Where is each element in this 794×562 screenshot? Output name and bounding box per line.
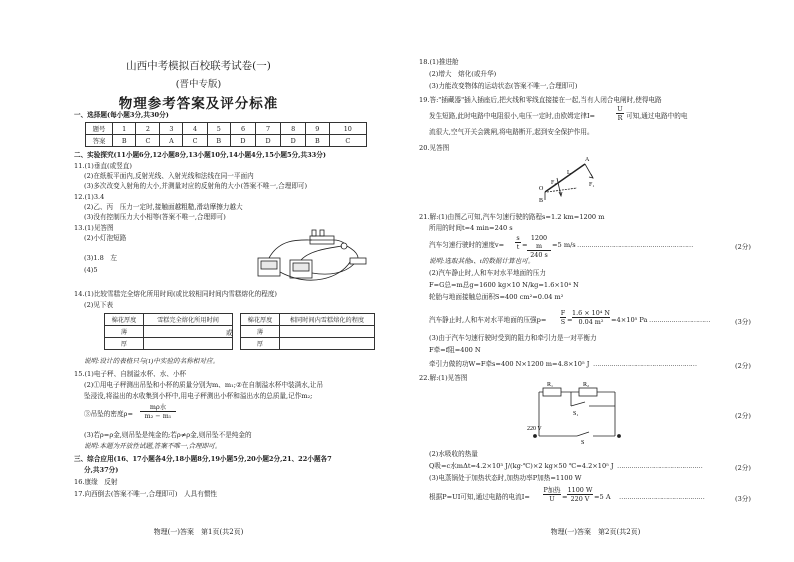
answer-line: 22.解:(1)见答图 bbox=[419, 374, 468, 382]
table-cell: 9 bbox=[306, 123, 329, 135]
q22-circuit-figure bbox=[525, 380, 635, 446]
table-cell bbox=[280, 338, 375, 350]
density-fraction bbox=[140, 403, 176, 420]
answer-line: 所用的时间t=4 min=240 s bbox=[429, 224, 513, 232]
table-cell: 8 bbox=[281, 123, 306, 135]
fraction-numerator: 1200 m bbox=[527, 234, 551, 251]
answer-line: 11.(1)垂直(或竖直) bbox=[74, 162, 132, 170]
answer-line: (3)若ρ=ρ金,则吊坠是纯金的;若ρ≠ρ金,则吊坠不是纯金的 bbox=[84, 431, 252, 439]
table-cell bbox=[280, 326, 375, 338]
table-cell: B bbox=[207, 135, 230, 147]
fraction-numerator: mρ水 bbox=[140, 403, 176, 412]
table-cell: B bbox=[306, 135, 329, 147]
table-cell: 答案 bbox=[86, 135, 113, 147]
answer-line: (4)5 bbox=[84, 266, 98, 274]
table-row bbox=[241, 326, 375, 338]
fraction-denominator: 220 V bbox=[570, 495, 590, 503]
answer-line: (3)多次改变入射角的大小,并测量对应的反射角的大小(答案不唯一,合理即可) bbox=[84, 182, 308, 190]
answer-line: =5 A bbox=[594, 493, 611, 501]
fraction-denominator: m₂ − m₁ bbox=[144, 412, 172, 420]
fraction-denominator: S bbox=[560, 318, 566, 326]
fraction-denominator: U bbox=[549, 495, 555, 503]
equals-sign: = bbox=[522, 241, 528, 249]
table-cell: A bbox=[160, 135, 183, 147]
answer-line: 17.向西倒去(答案不唯一,合理即可) 人具有惯性 bbox=[74, 490, 218, 498]
table-row bbox=[86, 135, 367, 147]
answer-line: 12.(1)3.4 bbox=[74, 193, 105, 201]
table-cell: 厚 bbox=[105, 338, 144, 350]
table-cell: 相同时间内雪糕熔化的程度 bbox=[280, 314, 375, 326]
table-cell: C bbox=[183, 135, 207, 147]
equals-sign: = bbox=[562, 493, 568, 501]
answer-line: F牵=f阻=400 N bbox=[429, 346, 481, 354]
score-label: (2分) bbox=[735, 243, 751, 251]
exam-title: 山西中考模拟百校联考试卷(一) bbox=[126, 60, 271, 72]
q13-circuit-figure bbox=[250, 228, 370, 290]
dot-leader: ………………………… bbox=[649, 316, 710, 324]
table-row bbox=[86, 123, 367, 135]
table-cell: 6 bbox=[230, 123, 255, 135]
table-row bbox=[105, 338, 233, 350]
answer-line: 19.答:"插藏器"插入插座后,把火线和零线直接接在一起,当有人闭合电闸时,使得电路 bbox=[419, 96, 662, 104]
current-fraction-2 bbox=[567, 486, 593, 503]
answer-line: 牵引力做的功W=F牵s=400 N×1200 m=4.8×10⁵ J bbox=[429, 360, 590, 368]
figure-label: L bbox=[567, 170, 571, 176]
table-cell: 4 bbox=[183, 123, 207, 135]
fraction-numerator: U bbox=[617, 105, 623, 113]
answer-line: ③吊坠的密度ρ= bbox=[84, 410, 133, 418]
table-cell: 雪糕完全熔化所用时间 bbox=[144, 314, 233, 326]
answer-line: 发生短路,此时电路中电阻很小,电压一定时,由欧姆定律I= bbox=[429, 112, 596, 120]
table-row bbox=[241, 314, 375, 326]
table-cell: 2 bbox=[136, 123, 160, 135]
answer-line: 坠浸没,将溢出的水收集到小杯中,用电子秤测出小杯和溢出水的总质量,记作m₂; bbox=[84, 392, 313, 400]
circuit-label: 220 V bbox=[527, 426, 542, 432]
figure-label: A bbox=[585, 157, 590, 163]
fraction-denominator: 0.04 m² bbox=[578, 318, 604, 326]
answer-line: 13.(1)见答图 bbox=[74, 224, 114, 232]
answer-line: 轮胎与地面接触总面积S=400 cm²=0.04 m² bbox=[429, 293, 564, 301]
page-footer-right: 物理(一)答案 第2页(共2页) bbox=[550, 528, 641, 536]
answer-line: =4×10⁵ Pa bbox=[611, 316, 648, 324]
experiment-table-2 bbox=[240, 313, 375, 350]
right-page bbox=[397, 0, 794, 562]
table-cell: C bbox=[329, 135, 366, 147]
answer-line: 18.(1)推进舱 bbox=[419, 58, 459, 66]
table-cell: D bbox=[281, 135, 306, 147]
experiment-table-1 bbox=[104, 313, 233, 350]
table-cell: 棉花厚度 bbox=[105, 314, 144, 326]
answer-line: (3)没有控制压力大小相等(答案不唯一,合理即可) bbox=[84, 213, 226, 221]
figure-label: O bbox=[539, 186, 544, 192]
answer-table bbox=[85, 122, 367, 147]
score-label: (3分) bbox=[735, 495, 751, 503]
table-cell: 10 bbox=[329, 123, 366, 135]
figure-label: B bbox=[539, 198, 544, 204]
answer-line: (2)汽车静止时,人和车对水平地面的压力 bbox=[429, 269, 546, 277]
score-label: (2分) bbox=[735, 412, 751, 420]
answer-line: F=G总=m总g=1600 kg×10 N/kg=1.6×10⁴ N bbox=[429, 281, 579, 289]
fraction-numerator: s bbox=[516, 234, 520, 242]
fraction-denominator: R bbox=[617, 114, 623, 122]
score-label: (3分) bbox=[735, 318, 751, 326]
table-cell: 厚 bbox=[241, 338, 280, 350]
answer-line: 14.(1)比较雪糕完全熔化所用时间(或比较相同时间内雪糕熔化的程度) bbox=[74, 290, 278, 298]
answer-line: (2)增大 熔化(或升华) bbox=[429, 70, 497, 78]
table-cell: 题号 bbox=[86, 123, 113, 135]
answer-line: (3)电蒸锅处于加热状态时,加热功率P加热=1100 W bbox=[429, 474, 582, 482]
q20-lever-figure bbox=[537, 152, 597, 204]
table-cell: D bbox=[230, 135, 255, 147]
answer-line: (2)①用电子秤测出吊坠和小杯的质量分别为m、m₁;②在自制溢水杯中装满水,让吊 bbox=[84, 381, 324, 389]
table-row bbox=[241, 338, 375, 350]
answer-line: 可知,通过电路中的电 bbox=[626, 112, 688, 120]
fraction-denominator: t bbox=[516, 243, 520, 251]
circuit-label: S bbox=[581, 440, 585, 446]
velocity-fraction-1 bbox=[515, 234, 521, 251]
circuit-label: S₁ bbox=[573, 411, 579, 417]
answer-line: (2)在纸板平面内,反射光线、入射光线和法线在同一平面内 bbox=[84, 172, 254, 180]
circuit-label: R₁ bbox=[547, 382, 554, 388]
answer-line: 根据P=UI可知,通过电路的电流I= bbox=[429, 493, 530, 501]
table-cell: 薄 bbox=[241, 326, 280, 338]
answer-line: (3)由于汽车匀速行驶时受到的阻力和牵引力是一对平衡力 bbox=[429, 334, 597, 342]
equals-sign: = bbox=[567, 316, 573, 324]
fraction-numerator: F bbox=[560, 309, 566, 317]
or-label: 或 bbox=[226, 329, 233, 337]
dot-leader: …………………………………… bbox=[619, 493, 705, 501]
section-3-heading-cont: 分,共37分) bbox=[84, 466, 119, 474]
table-cell: C bbox=[136, 135, 160, 147]
answer-line: 15.(1)电子秤、自制溢水杯、水、小杯 bbox=[74, 370, 187, 378]
velocity-fraction-2 bbox=[527, 234, 551, 259]
page-footer-left: 物理(一)答案 第1页(共2页) bbox=[153, 528, 244, 536]
current-fraction-1 bbox=[543, 486, 561, 503]
score-label: (2分) bbox=[735, 464, 751, 472]
fraction-denominator: 240 s bbox=[530, 251, 548, 259]
answer-line: (2)见下表 bbox=[84, 301, 114, 309]
pressure-fraction-2 bbox=[572, 309, 610, 326]
dot-leader: ………………………………………………… bbox=[577, 241, 693, 249]
table-cell: 棉花厚度 bbox=[241, 314, 280, 326]
section-1-heading: 一、选择题(每小题3分,共30分) bbox=[74, 111, 169, 119]
score-label: (2分) bbox=[735, 362, 751, 370]
dot-leader: …………………………………… bbox=[617, 462, 703, 470]
section-2-heading: 二、实验探究(11小题6分,12小题8分,13小题10分,14小题4分,15小题5分,共33分) bbox=[74, 151, 326, 159]
table-cell: 3 bbox=[160, 123, 183, 135]
fraction-numerator: 1100 W bbox=[567, 486, 593, 494]
ohm-fraction bbox=[616, 105, 624, 122]
table-cell: 5 bbox=[207, 123, 230, 135]
figure-label: F₂ bbox=[551, 180, 557, 186]
table-cell: 1 bbox=[113, 123, 136, 135]
table-cell: 薄 bbox=[105, 326, 144, 338]
answer-line: (3)1.8 左 bbox=[84, 254, 118, 262]
answer-line: 汽车静止时,人和车对水平地面的压强p= bbox=[429, 316, 547, 324]
circuit-label: R₂ bbox=[583, 382, 590, 388]
answer-line: (2)小灯泡短路 bbox=[84, 234, 127, 242]
answer-line: (3)力能改变物体的运动状态(答案不唯一,合理即可) bbox=[429, 82, 578, 90]
table-row bbox=[105, 314, 233, 326]
table-cell: 7 bbox=[256, 123, 281, 135]
section-3-heading: 三、综合应用(16、17小题各4分,18小题8分,19小题5分,20小题2分,21、22小题各7 bbox=[74, 455, 332, 463]
table-row bbox=[105, 326, 233, 338]
pressure-fraction-1 bbox=[560, 309, 566, 326]
answer-line: =5 m/s bbox=[552, 241, 576, 249]
figure-label: F₁ bbox=[589, 182, 595, 188]
main-title: 物理参考答案及评分标准 bbox=[118, 96, 279, 112]
table-cell: B bbox=[113, 135, 136, 147]
fraction-numerator: 1.6 × 10⁴ N bbox=[572, 309, 610, 317]
answer-line: 20.见答图 bbox=[419, 144, 450, 152]
note-line: 说明:选取其他s、t的数据计算也可。 bbox=[429, 258, 535, 265]
table-cell: D bbox=[256, 135, 281, 147]
dot-leader: …………………………………………… bbox=[593, 360, 697, 368]
answer-line: 21.解:(1)由图乙可知,汽车匀速行驶的路程s=1.2 km=1200 m bbox=[419, 213, 605, 221]
answer-line: 16.康缘 反射 bbox=[74, 478, 118, 486]
note-line: 说明:设计的表格只与(1)中实验的名称相对应。 bbox=[84, 358, 220, 365]
answer-line: 流很大,空气开关会跳闸,将电路断开,起到安全保护作用。 bbox=[429, 128, 594, 136]
answer-line: Q吸=c水mΔt=4.2×10³ J/(kg·℃)×2 kg×50 ℃=4.2×10⁵ J bbox=[429, 462, 614, 470]
note-line: 说明:本题为开放性试题,答案不唯一,合理即可。 bbox=[84, 443, 222, 450]
table-cell bbox=[144, 326, 233, 338]
fraction-numerator: P加热 bbox=[543, 486, 561, 494]
exam-edition: (晋中专版) bbox=[175, 79, 222, 90]
answer-line: (2)水吸收的热量 bbox=[429, 450, 478, 458]
answer-line: 汽车匀速行驶时的速度v= bbox=[429, 241, 505, 249]
table-cell bbox=[144, 338, 233, 350]
answer-line: (2)乙、丙 压力一定时,接触面越粗糙,滑动摩擦力越大 bbox=[84, 203, 243, 211]
